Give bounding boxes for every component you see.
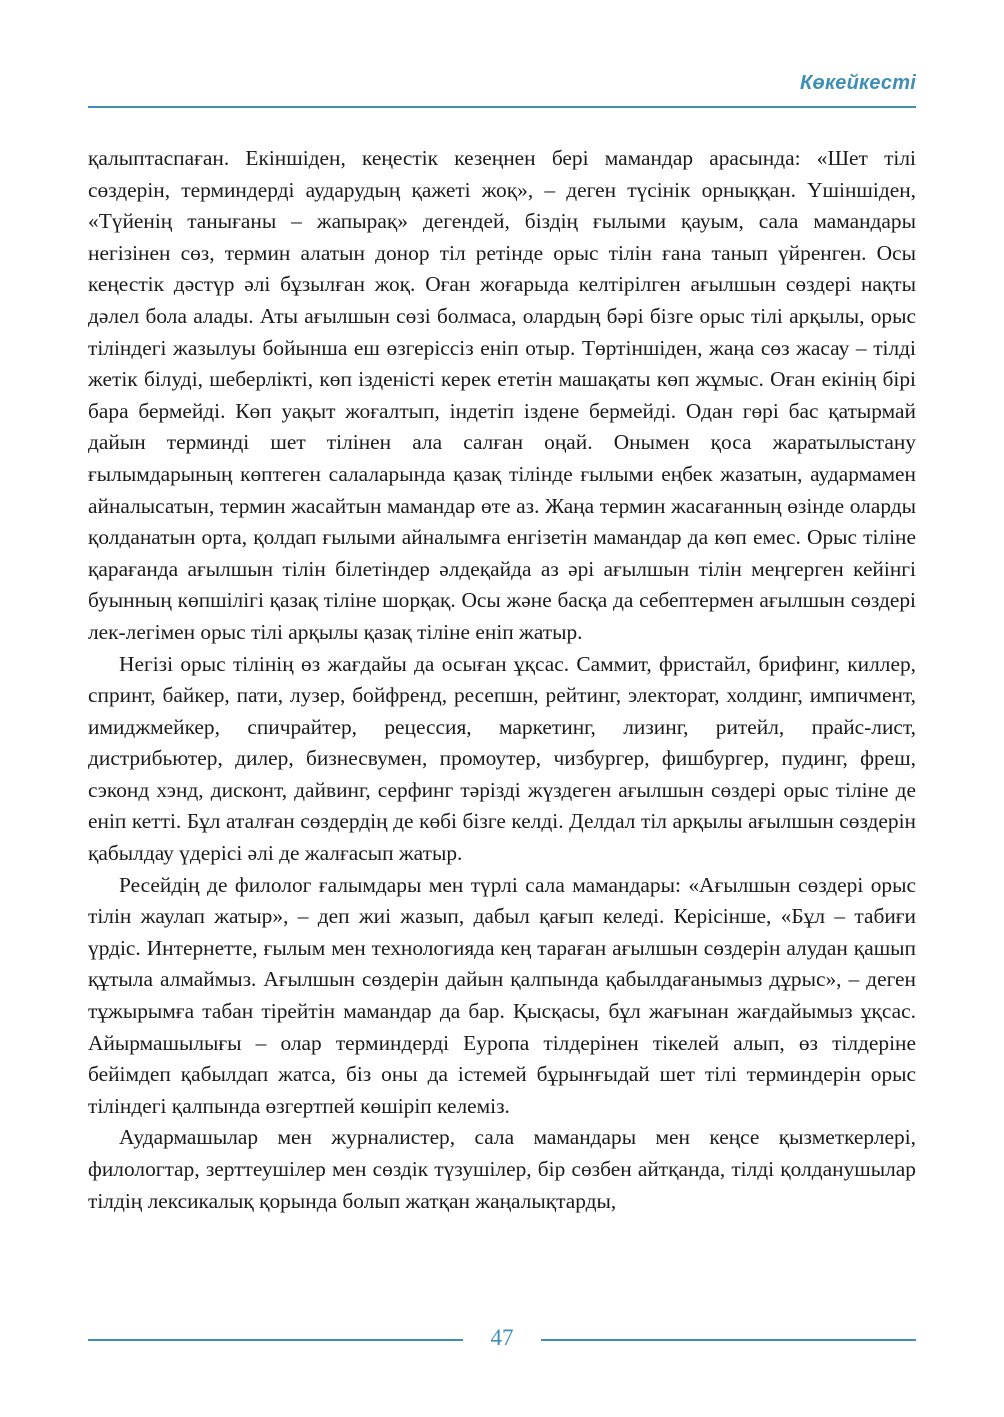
paragraph-1: қалыптаспаған. Екіншіден, кеңестік кезеңнен бері мамандар арасында: «Шет тілі сөздерін, терминдерді аударудың қажеті жоқ», – деген түсінік орныққан. Үшіншіден, «Түйенің танығаны – жапырақ» дегендей, біздің ғылыми қауым, сала мамандары негізінен сөз, термин алатын донор тіл ретінде орыс тілін ғана танып үйренген. Осы кеңестік дәстүр әлі бұзылған жоқ. Оған жоғарыда келтірілген ағылшын сөздері нақты дәлел бола алады. Аты ағылшын сөзі болмаса, олардың бәрі бізге орыс тілі арқылы, орыс тіліндегі жазылуы бойынша еш өзгеріссіз еніп отыр. Төртіншіден, жаңа сөз жасау – тілді жетік білуді, шеберлікті, көп ізденісті керек ететін машақаты көп жұмыс. Оған екінің бірі бара бермейді. Көп уақыт жоғалтып, індетіп іздене бермейді. Одан гөрі бас қатырмай дайын терминді шет тілінен ала салған оңай. Онымен қоса жаратылыстану ғылымдарының көптеген салаларында қазақ тілінде ғылыми еңбек жазатын, аудармамен айналысатын, термин жасайтын мамандар өте аз. Жаңа термин жасағанның өзінде оларды қолданатын орта, қолдап ғылыми айналымға енгізетін мамандар да көп емес. Орыс тіліне қарағанда ағылшын тілін білетіндер әлдеқайда аз әрі ағылшын тілін меңгерген кейінгі буынның көпшілігі қазақ тіліне шорқақ. Осы және басқа да себептермен ағылшын сөздері лек-легімен орыс тілі арқылы қазақ тіліне еніп жатыр. [88, 146, 916, 644]
header-divider [88, 106, 916, 108]
paragraph-4: Аудармашылар мен журналистер, сала мамандары мен кеңсе қызметкерлері, филологтар, зерттеушілер мен сөздік түзушілер, бір сөзбен айтқанда, тілді қолданушылар тілдің лексикалық қорында болып жатқан жаңалықтарды, [88, 1125, 916, 1213]
body-text [88, 143, 916, 1217]
footer-divider-left [88, 1339, 463, 1341]
footer-divider-right [541, 1339, 916, 1341]
paragraph-3: Ресейдің де филолог ғалымдары мен түрлі сала мамандары: «Ағылшын сөздері орыс тілін жаулап жатыр», – деп жиі жазып, дабыл қағып келеді. Керісінше, «Бұл – табиғи үрдіс. Интернетте, ғылым мен технологияда кең тараған ағылшын сөздерін алудан қашып құтыла алмаймыз. Ағылшын сөздерін дайын қалпында қабылдағанымыз дұрыс», – деген тұжырымға табан тірейтін мамандар да бар. Қысқасы, бұл жағынан жағдайымыз ұқсас. Айырмашылығы – олар терминдерді Еуропа тілдерінен тікелей алып, өз тілдеріне бейімдеп қабылдап жатса, біз оны да істемей бұрынғыдай шет тілі терминдерін орыс тіліндегі қалпында өзгертпей көшіріп келеміз. [88, 872, 916, 1118]
paragraph-2: Негізі орыс тілінің өз жағдайы да осыған ұқсас. Саммит, фристайл, брифинг, киллер, спринт, байкер, пати, лузер, бойфренд, ресепшн, рейтинг, электорат, холдинг, импичмент, имиджмейкер, спичрайтер, рецессия, маркетинг, лизинг, ритейл, прайс-лист, дистрибьютер, дилер, бизнесвумен, промоутер, чизбургер, фишбургер, пудинг, фреш, сэконд хэнд, дисконт, дайвинг, серфинг тәрізді жүздеген ағылшын сөздері орыс тіліне де еніп кетті. Бұл аталған сөздердің де көбі бізге келді. Делдал тіл арқылы ағылшын сөздерін қабылдау үдерісі әлі де жалғасып жатыр. [88, 651, 916, 866]
page-number: 47 [490, 1325, 514, 1350]
running-head-title: Көкейкесті [800, 72, 916, 94]
